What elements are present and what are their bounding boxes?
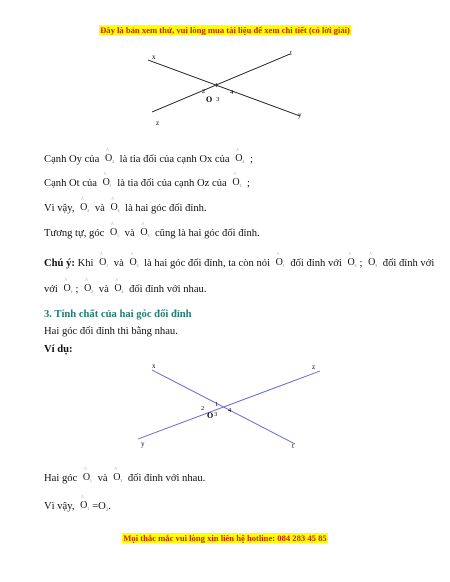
example-label: Ví dụ:: [44, 344, 73, 355]
angle-symbol: [63, 280, 74, 294]
text-segment: và: [94, 203, 105, 214]
text-segment: .: [108, 501, 111, 512]
hat: ^: [115, 278, 119, 284]
label-2: 2: [201, 405, 205, 412]
label-t: t: [292, 442, 294, 450]
top-banner: [0, 25, 450, 35]
text-segment: cũng là hai góc đối đỉnh.: [154, 228, 260, 239]
angle-index: 3: [375, 263, 378, 268]
label-z: z: [156, 119, 160, 127]
figure-2: [130, 360, 330, 455]
hat: ^: [276, 252, 280, 258]
property-text: Hai góc đối đỉnh thì bằng nhau.: [44, 326, 178, 337]
text-segment: ;: [247, 178, 250, 189]
hat: ^: [233, 172, 237, 178]
text-line-5: [44, 469, 205, 484]
line-xy: [148, 60, 300, 116]
angle-letter: O: [113, 472, 121, 483]
text-segment: và: [124, 228, 135, 239]
angle-letter: O: [80, 500, 88, 511]
label-y: y: [141, 440, 145, 448]
text-segment: và: [113, 258, 124, 269]
text-segment: là hai góc đối đỉnh.: [125, 203, 207, 214]
text-segment: ;: [359, 258, 363, 269]
angle-letter: O: [99, 257, 107, 268]
angle-letter: O: [84, 283, 92, 294]
label-y: y: [298, 111, 302, 119]
hat: ^: [111, 197, 115, 203]
angle-symbol: [83, 280, 94, 294]
angle-letter: O: [235, 153, 243, 164]
angle-letter: O: [110, 202, 118, 213]
angle-symbol: [98, 254, 109, 268]
angle-letter: O: [102, 177, 110, 188]
text-segment: là tia đối của cạnh Ox của: [119, 154, 230, 165]
text-segment: đối đỉnh với: [290, 258, 342, 269]
angle-symbol: [82, 469, 93, 483]
text-segment: là hai góc đối đỉnh, ta còn nói: [144, 258, 271, 269]
label-1: 1: [215, 82, 219, 89]
text-segment: và: [97, 473, 108, 484]
hat: ^: [369, 252, 372, 258]
label-3: 3: [214, 411, 218, 418]
angle-symbol: [102, 174, 113, 188]
angle-index: 3: [239, 183, 242, 188]
text-segment: Vì vậy,: [44, 501, 75, 512]
angle-symbol: [79, 497, 90, 511]
angle-index: 1: [109, 183, 112, 188]
note-label: Chú ý:: [44, 258, 75, 269]
hat: ^: [103, 172, 107, 178]
equation-rhs: =O: [92, 501, 106, 512]
angle-index: 3: [120, 478, 123, 483]
angle-index: 2: [111, 159, 114, 164]
text-line-6: [44, 497, 111, 513]
hat: ^: [236, 148, 240, 154]
angle-letter: O: [114, 283, 122, 294]
angle-symbol: [128, 254, 139, 268]
hat: ^: [81, 495, 84, 501]
angle-symbol: [231, 174, 242, 188]
hat: ^: [141, 222, 145, 228]
note-line: [44, 254, 434, 269]
angle-letter: O: [368, 257, 376, 268]
hat: ^: [100, 252, 103, 258]
text-line-2: [44, 174, 250, 189]
label-4: 4: [228, 407, 232, 414]
angle-symbol: [275, 254, 286, 268]
equation-index: 3: [105, 508, 109, 513]
angle-letter: O: [82, 472, 91, 483]
hat: ^: [114, 467, 118, 473]
hat: ^: [64, 278, 68, 284]
line-zy: [138, 371, 320, 439]
text-segment: với: [44, 284, 58, 295]
angle-symbol: [109, 199, 120, 213]
angle-index: 4: [121, 289, 124, 294]
label-2: 2: [202, 88, 206, 95]
top-banner-text: Đây là bản xem thử, vui lòng mua tài liệu để xem chi tiết (có lời giải): [100, 25, 350, 35]
angle-symbol: [79, 199, 90, 213]
angle-symbol: [347, 254, 358, 268]
angle-letter: O: [232, 177, 240, 188]
angle-letter: O: [347, 257, 355, 268]
angle-index: 3: [354, 263, 357, 268]
label-o: O: [206, 95, 213, 104]
angle-index: 4: [117, 208, 120, 213]
label-x: x: [152, 362, 156, 370]
angle-letter: O: [110, 227, 118, 238]
angle-letter: O: [140, 227, 148, 238]
label-3: 3: [216, 96, 220, 103]
text-line-3: [44, 199, 207, 214]
angle-index: 1: [87, 506, 90, 511]
label-o: O: [207, 411, 214, 420]
angle-symbol: [112, 469, 123, 483]
text-segment: Tương tự, góc: [44, 228, 105, 239]
hat: ^: [130, 252, 134, 258]
angle-symbol: [139, 224, 150, 238]
text-line-1: [44, 150, 253, 165]
angle-symbol: [109, 224, 120, 238]
angle-index: 4: [242, 159, 245, 164]
angle-letter: O: [275, 257, 283, 268]
text-segment: ;: [75, 284, 79, 295]
line-tz: [152, 54, 290, 112]
angle-letter: O: [80, 202, 88, 213]
angle-letter: O: [129, 257, 137, 268]
text-segment: đối đỉnh với nhau.: [127, 473, 206, 484]
bottom-banner-text: Mọi thắc mắc vui lòng xin liên hệ hotline: 084 283 45 85: [123, 533, 327, 543]
angle-letter: O: [63, 283, 71, 294]
angle-index: 1: [70, 289, 73, 294]
section-title: 3. Tính chất của hai góc đối đỉnh: [44, 309, 192, 320]
angle-index: 2: [87, 208, 90, 213]
text-line-4: [44, 224, 260, 239]
hat: ^: [111, 222, 114, 228]
angle-letter: O: [104, 153, 113, 164]
angle-index: 1: [117, 233, 119, 238]
text-segment: Hai góc: [44, 473, 78, 484]
text-segment: là tia đối của cạnh Oz của: [117, 178, 227, 189]
text-segment: Vì vậy,: [44, 203, 75, 214]
angle-index: 3: [147, 233, 150, 238]
text-segment: Cạnh Oy của: [44, 154, 100, 165]
hat: ^: [348, 252, 352, 258]
label-x: x: [152, 53, 156, 61]
angle-symbol: [234, 150, 245, 164]
text-segment: Khi: [77, 258, 94, 269]
angle-symbol: [113, 280, 124, 294]
angle-index: 1: [282, 263, 285, 268]
angle-index: 1: [106, 263, 109, 268]
hat: ^: [83, 467, 87, 473]
angle-index: 1: [89, 478, 92, 483]
figure-2-drawing: [130, 360, 330, 455]
figure-1-drawing: [130, 48, 330, 134]
figure-1: [130, 48, 330, 134]
label-4: 4: [230, 89, 234, 96]
text-segment: ;: [249, 154, 253, 165]
hat: ^: [105, 148, 109, 154]
label-t: t: [290, 49, 292, 57]
angle-symbol: [104, 150, 115, 164]
text-segment: đối đỉnh với nhau.: [129, 284, 207, 295]
hat: ^: [81, 197, 84, 203]
hat: ^: [85, 278, 88, 284]
bottom-banner: [0, 533, 450, 543]
text-segment: đối đỉnh với: [382, 258, 435, 269]
text-segment: Cạnh Ot của: [44, 178, 97, 189]
label-1: 1: [215, 401, 219, 408]
label-z: z: [312, 363, 316, 371]
angle-index: 2: [91, 289, 94, 294]
note-line-2: [44, 280, 206, 295]
angle-symbol: [367, 254, 378, 268]
text-segment: và: [98, 284, 109, 295]
angle-index: 3: [136, 263, 139, 268]
